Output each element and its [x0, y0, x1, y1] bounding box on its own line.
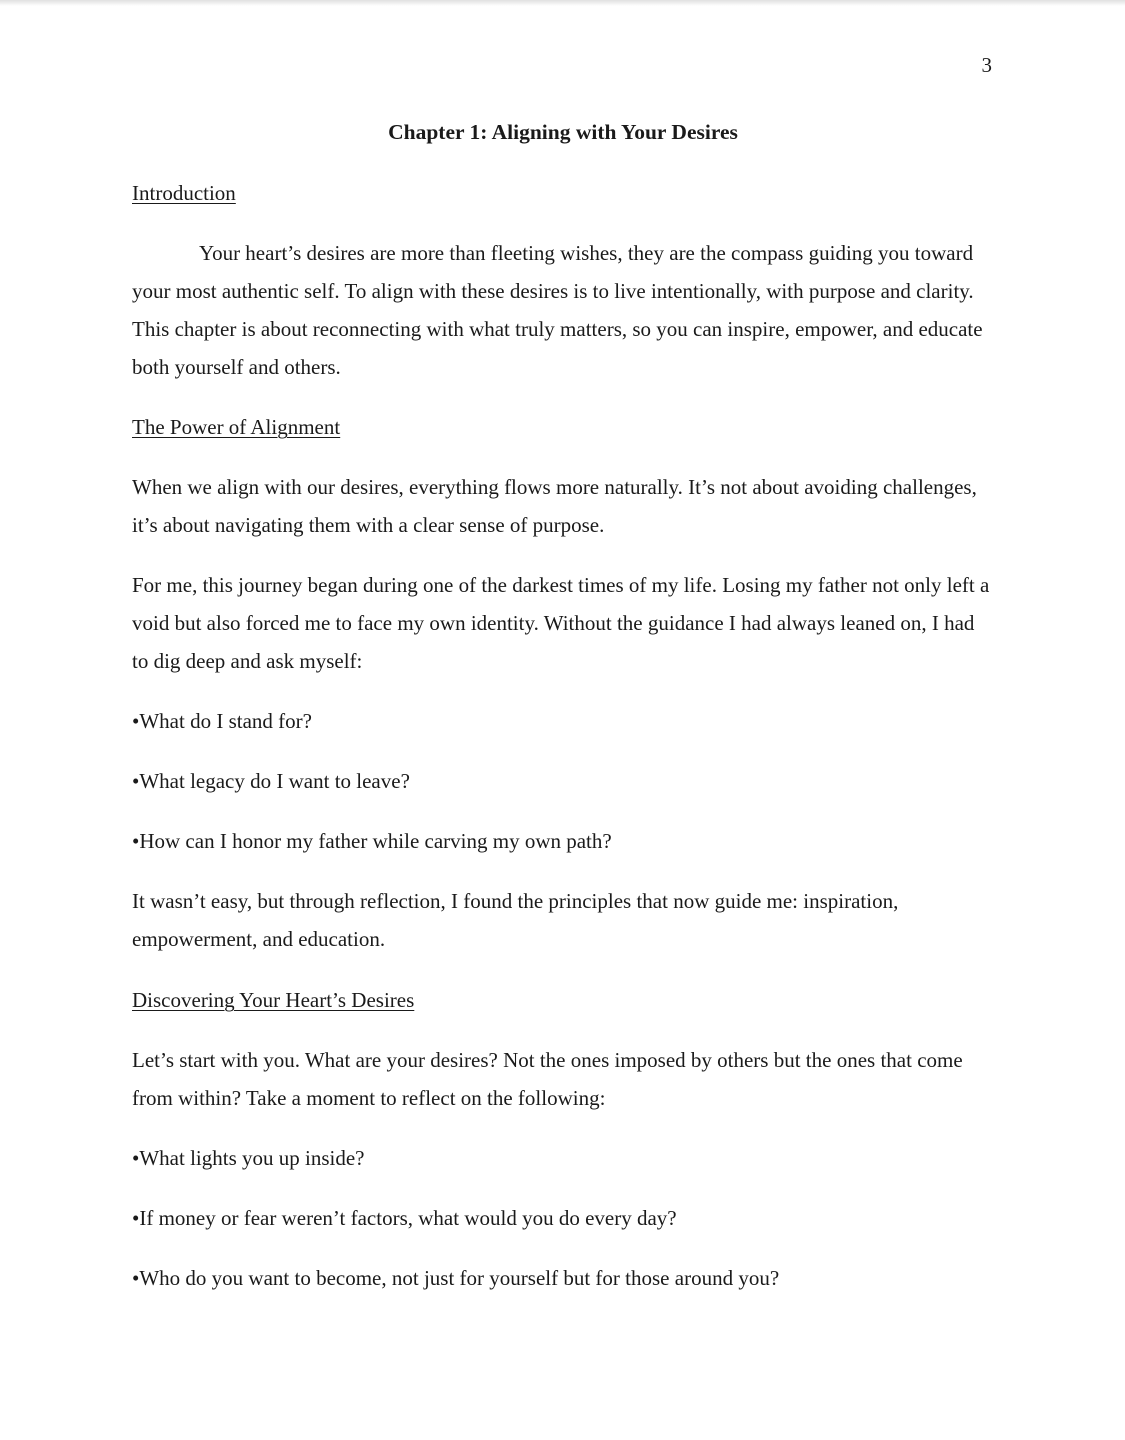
discovering-bullet-3: •Who do you want to become, not just for yourself but for those around you? [132, 1266, 780, 1290]
discovering-paragraph: Let’s start with you. What are your desires? Not the ones imposed by others but the ones that come from within? Take a moment to reflect on the following: [132, 1048, 963, 1110]
alignment-bullet-3: •How can I honor my father while carving my own path? [132, 829, 612, 853]
discovering-bullet-1: •What lights you up inside? [132, 1146, 365, 1170]
chapter-title: Chapter 1: Aligning with Your Desires [388, 120, 738, 144]
alignment-paragraph-1: When we align with our desires, everything flows more naturally. It’s not about avoiding challenges, it’s about navigating them with a clear sense of purpose. [132, 475, 977, 537]
alignment-bullet-1: •What do I stand for? [132, 709, 312, 733]
alignment-bullet-2: •What legacy do I want to leave? [132, 769, 410, 793]
page-number: 3 [981, 53, 992, 77]
introduction-paragraph: Your heart’s desires are more than fleeting wishes, they are the compass guiding you toward your most authentic self. To align with these desires is to live intentionally, with purpose and clarity. This chapter is about reconnecting with what truly matters, so you can inspire, empower, and educate both yourself and others. [132, 241, 983, 379]
alignment-closing-paragraph: It wasn’t easy, but through reflection, I found the principles that now guide me: inspiration, empowerment, and education. [132, 889, 899, 951]
section-heading-discovering: Discovering Your Heart’s Desires [132, 988, 415, 1012]
page-top-edge [0, 0, 1125, 6]
section-heading-power-of-alignment: The Power of Alignment [132, 415, 341, 439]
alignment-paragraph-2: For me, this journey began during one of the darkest times of my life. Losing my father not only left a void but also forced me to face my own identity. Without the guidance I had always leaned on, I had to dig deep and ask myself: [132, 573, 990, 673]
discovering-bullet-2: •If money or fear weren’t factors, what would you do every day? [132, 1206, 677, 1230]
section-heading-introduction: Introduction [132, 181, 236, 205]
